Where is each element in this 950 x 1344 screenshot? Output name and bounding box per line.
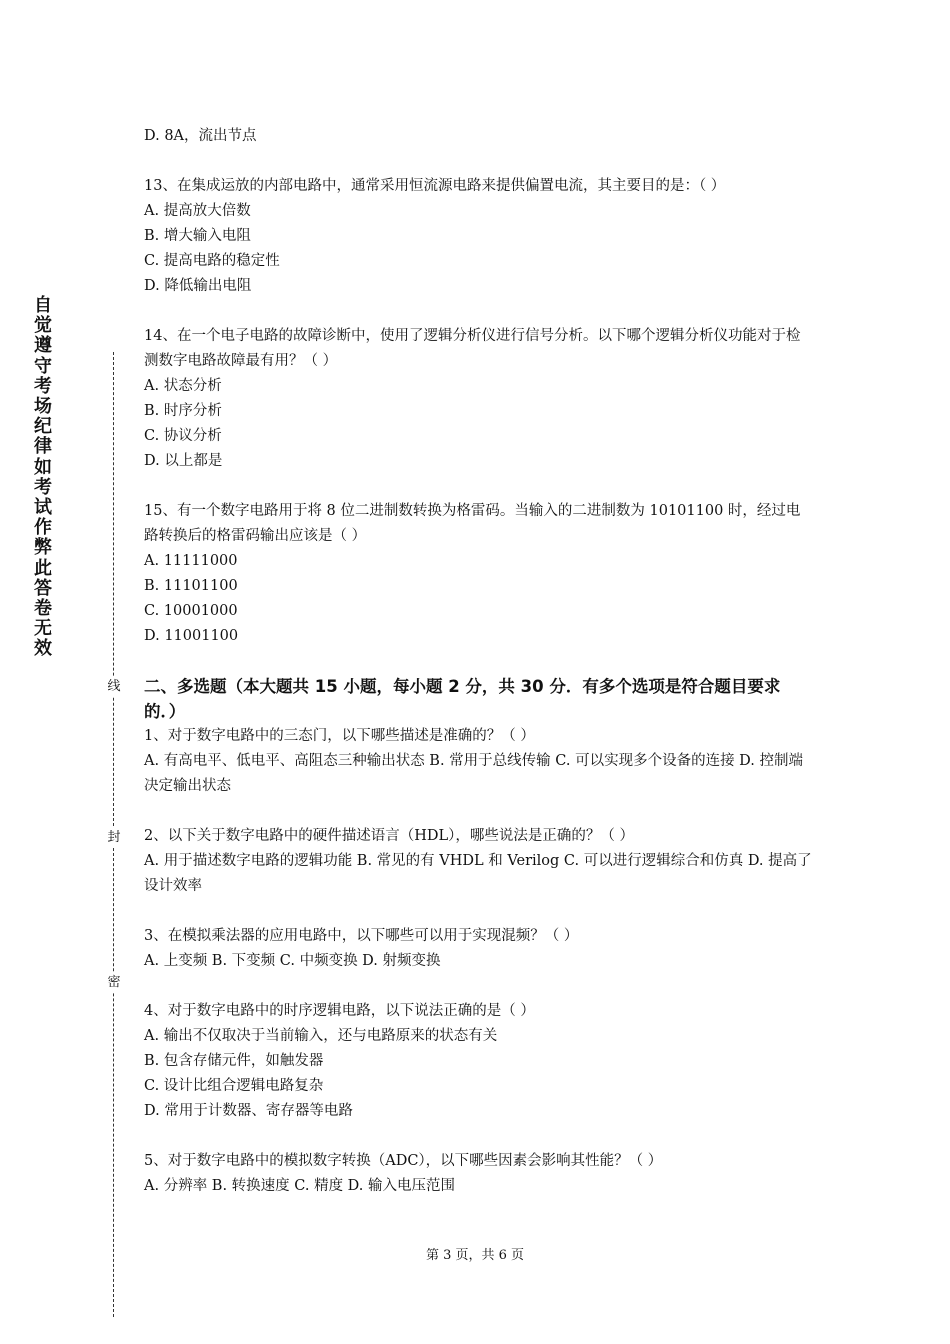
option-a: A. 提高放大倍数 xyxy=(144,203,251,219)
option-d: D. 8A，流出节点 xyxy=(144,128,257,144)
option-d: D. 以上都是 xyxy=(144,453,223,469)
option-a: A. 输出不仅取决于当前输入，还与电路原来的状态有关 xyxy=(144,1028,498,1044)
question-stem: 14、在一个电子电路的故障诊断中，使用了逻辑分析仪进行信号分析。以下哪个逻辑分析仪功能对于检测数字电路故障最有用？（ ） xyxy=(144,328,801,369)
question-stem: 15、有一个数字电路用于将 8 位二进制数转换为格雷码。当输入的二进制数为 10101100 时，经过电路转换后的格雷码输出应该是（ ） xyxy=(144,503,801,544)
options-line: A. 用于描述数字电路的逻辑功能 B. 常见的有 VHDL 和 Verilog C. 可以进行逻辑综合和仿真 D. 提高了设计效率 xyxy=(144,853,812,894)
binding-label-line: 线 xyxy=(104,677,124,697)
question-14 xyxy=(144,324,812,474)
question-12-tail xyxy=(144,124,812,149)
option-a: A. 状态分析 xyxy=(144,378,222,394)
option-c: C. 设计比组合逻辑电路复杂 xyxy=(144,1078,324,1094)
question-stem: 3、在模拟乘法器的应用电路中，以下哪些可以用于实现混频？（ ） xyxy=(144,928,579,944)
question-stem: 1、对于数字电路中的三态门，以下哪些描述是准确的？（ ） xyxy=(144,728,535,744)
exam-discipline-warning: 自觉遵守考场纪律如考试作弊此答卷无效 xyxy=(34,295,52,660)
question-stem: 4、对于数字电路中的时序逻辑电路，以下说法正确的是（ ） xyxy=(144,1003,535,1019)
option-d: D. 常用于计数器、寄存器等电路 xyxy=(144,1103,353,1119)
question-15 xyxy=(144,499,812,649)
question-stem: 5、对于数字电路中的模拟数字转换（ADC），以下哪些因素会影响其性能？（ ） xyxy=(144,1153,663,1169)
option-c: C. 协议分析 xyxy=(144,428,222,444)
page-footer: 第 3 页，共 6 页 xyxy=(425,1248,525,1263)
option-b: B. 包含存储元件，如触发器 xyxy=(144,1053,324,1069)
option-b: B. 时序分析 xyxy=(144,403,222,419)
options-line: A. 分辨率 B. 转换速度 C. 精度 D. 输入电压范围 xyxy=(144,1178,456,1194)
exam-content xyxy=(144,124,812,1224)
option-b: B. 11101100 xyxy=(144,578,238,594)
binding-label-secret: 密 xyxy=(104,973,124,993)
binding-label-seal: 封 xyxy=(104,828,124,848)
multi-question-3 xyxy=(144,924,812,974)
multi-question-5 xyxy=(144,1149,812,1199)
option-d: D. 降低输出电阻 xyxy=(144,278,252,294)
question-13 xyxy=(144,174,812,299)
multi-question-2 xyxy=(144,824,812,899)
question-stem: 2、以下关于数字电路中的硬件描述语言（HDL），哪些说法是正确的？（ ） xyxy=(144,828,634,844)
option-b: B. 增大输入电阻 xyxy=(144,228,251,244)
option-d: D. 11001100 xyxy=(144,628,239,644)
options-line: A. 上变频 B. 下变频 C. 中频变换 D. 射频变换 xyxy=(144,953,441,969)
option-a: A. 11111000 xyxy=(144,553,238,569)
option-c: C. 提高电路的稳定性 xyxy=(144,253,280,269)
option-c: C. 10001000 xyxy=(144,603,238,619)
question-stem: 13、在集成运放的内部电路中，通常采用恒流源电路来提供偏置电流，其主要目的是：（ ） xyxy=(144,178,726,194)
multi-question-1 xyxy=(144,724,812,799)
multi-question-4 xyxy=(144,999,812,1124)
options-line: A. 有高电平、低电平、高阻态三种输出状态 B. 常用于总线传输 C. 可以实现多个设备的连接 D. 控制端决定输出状态 xyxy=(144,753,804,794)
section-heading-multiple-choice: 二、多选题（本大题共 15 小题，每小题 2 分，共 30 分．有多个选项是符合题目要求的．） xyxy=(144,677,781,721)
